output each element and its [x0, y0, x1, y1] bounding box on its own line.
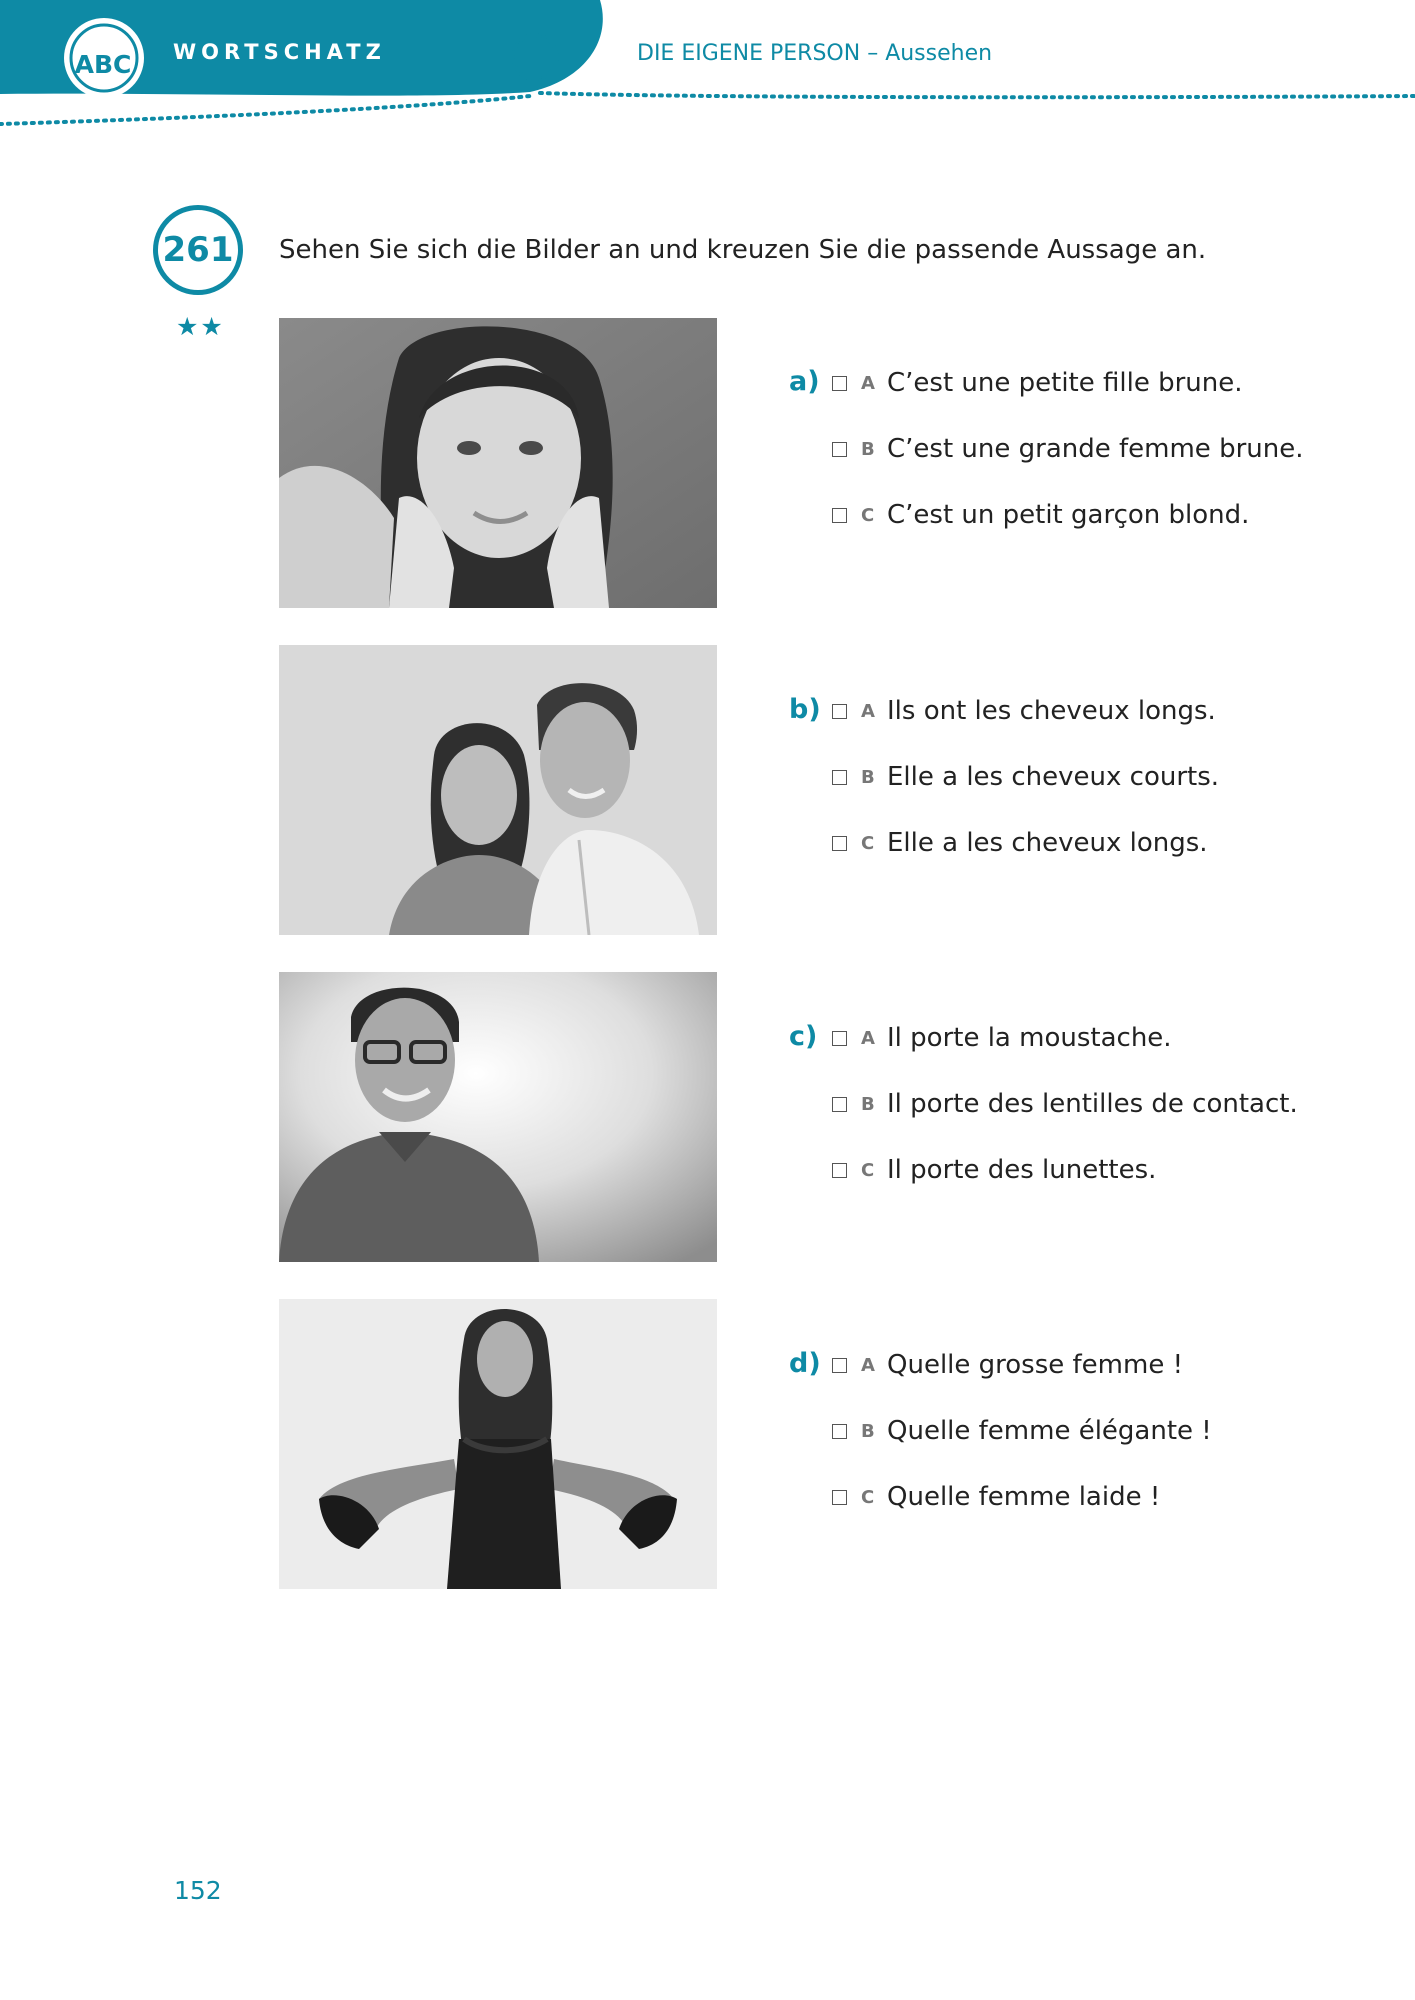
option-a-A[interactable]	[832, 366, 1243, 400]
option-letter: A	[861, 1027, 875, 1049]
checkbox[interactable]	[832, 1358, 847, 1373]
option-c-C[interactable]	[832, 1153, 1156, 1187]
exercise-number: 261	[153, 205, 243, 295]
question-label-d: d)	[789, 1348, 821, 1379]
option-letter: C	[861, 504, 875, 526]
header-band	[0, 0, 1415, 140]
checkbox[interactable]	[832, 704, 847, 719]
question-label-b: b)	[789, 694, 821, 725]
checkbox[interactable]	[832, 1097, 847, 1112]
option-text: Elle a les cheveux courts.	[887, 762, 1220, 792]
page-number: 152	[174, 1876, 222, 1905]
option-c-A[interactable]	[832, 1021, 1172, 1055]
option-letter: B	[861, 766, 875, 788]
option-letter: B	[861, 1093, 875, 1115]
option-text: Quelle grosse femme !	[887, 1350, 1184, 1380]
option-d-C[interactable]	[832, 1480, 1160, 1514]
option-a-C[interactable]	[832, 498, 1249, 532]
exercise-instruction: Sehen Sie sich die Bilder an und kreuzen Sie die passende Aussage an.	[279, 235, 1207, 265]
checkbox[interactable]	[832, 1163, 847, 1178]
option-d-B[interactable]	[832, 1414, 1212, 1448]
section-label: WORTSCHATZ	[173, 40, 386, 64]
difficulty-stars: ★★	[176, 312, 225, 341]
question-label-a: a)	[789, 366, 820, 397]
option-text: Quelle femme élégante !	[887, 1416, 1212, 1446]
checkbox[interactable]	[832, 508, 847, 523]
checkbox[interactable]	[832, 836, 847, 851]
option-c-B[interactable]	[832, 1087, 1298, 1121]
abc-logo: ABC	[74, 49, 132, 79]
question-label-c: c)	[789, 1021, 818, 1052]
photo-couple	[279, 645, 717, 935]
option-letter: C	[861, 1486, 875, 1508]
option-letter: C	[861, 1159, 875, 1181]
checkbox[interactable]	[832, 1490, 847, 1505]
option-text: Quelle femme laide !	[887, 1482, 1161, 1512]
photo-man-glasses	[279, 972, 717, 1262]
option-letter: B	[861, 1420, 875, 1442]
checkbox[interactable]	[832, 1031, 847, 1046]
option-text: Il porte des lentilles de contact.	[887, 1089, 1298, 1119]
option-text: Ils ont les cheveux longs.	[887, 696, 1216, 726]
option-b-C[interactable]	[832, 826, 1208, 860]
checkbox[interactable]	[832, 442, 847, 457]
option-letter: A	[861, 700, 875, 722]
photo-woman-dress	[279, 1299, 717, 1589]
option-text: C’est une grande femme brune.	[887, 434, 1304, 464]
option-b-A[interactable]	[832, 694, 1216, 728]
option-letter: C	[861, 832, 875, 854]
option-a-B[interactable]	[832, 432, 1303, 466]
photo-girl	[279, 318, 717, 608]
option-text: C’est un petit garçon blond.	[887, 500, 1250, 530]
checkbox[interactable]	[832, 376, 847, 391]
option-letter: A	[861, 372, 875, 394]
option-letter: B	[861, 438, 875, 460]
checkbox[interactable]	[832, 770, 847, 785]
option-d-A[interactable]	[832, 1348, 1183, 1382]
option-text: Il porte la moustache.	[887, 1023, 1172, 1053]
option-text: Elle a les cheveux longs.	[887, 828, 1208, 858]
option-letter: A	[861, 1354, 875, 1376]
option-b-B[interactable]	[832, 760, 1219, 794]
topic-title: DIE EIGENE PERSON – Aussehen	[637, 41, 993, 66]
option-text: C’est une petite fille brune.	[887, 368, 1243, 398]
option-text: Il porte des lunettes.	[887, 1155, 1157, 1185]
checkbox[interactable]	[832, 1424, 847, 1439]
